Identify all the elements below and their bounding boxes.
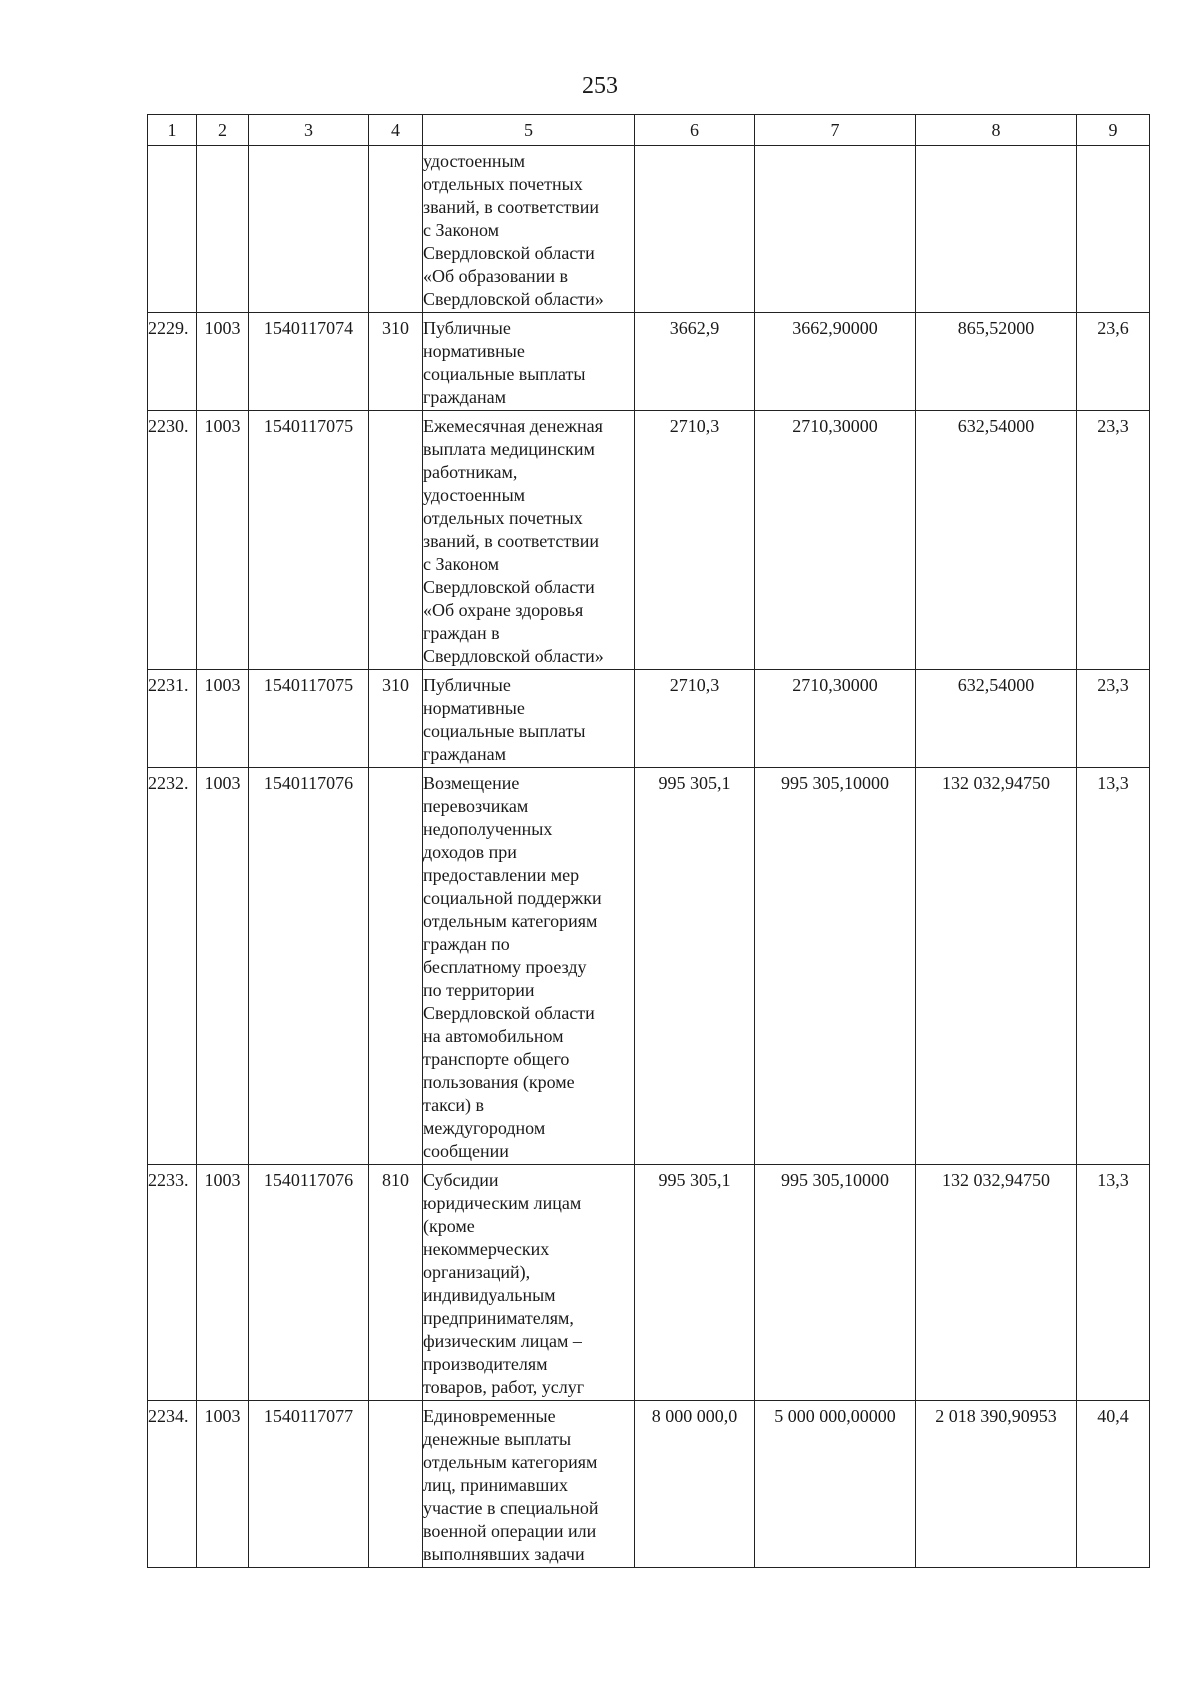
updated-amount-cell: 995 305,10000 [755, 1165, 916, 1401]
target-article-cell [249, 146, 369, 313]
row-number-cell: 2231. [148, 670, 197, 768]
updated-amount-cell: 2710,30000 [755, 411, 916, 670]
target-article-cell: 1540117076 [249, 1165, 369, 1401]
table-row [148, 313, 1150, 411]
header-col-9: 9 [1077, 115, 1150, 146]
target-article-cell: 1540117077 [249, 1401, 369, 1568]
executed-amount-cell: 132 032,94750 [916, 1165, 1077, 1401]
table-row [148, 768, 1150, 1165]
section-code-cell: 1003 [197, 768, 249, 1165]
updated-amount-cell: 5 000 000,00000 [755, 1401, 916, 1568]
target-article-cell: 1540117074 [249, 313, 369, 411]
target-article-cell: 1540117075 [249, 670, 369, 768]
row-number-cell: 2229. [148, 313, 197, 411]
executed-amount-cell: 632,54000 [916, 411, 1077, 670]
executed-amount-cell: 865,52000 [916, 313, 1077, 411]
section-code-cell: 1003 [197, 1401, 249, 1568]
updated-amount-cell: 3662,90000 [755, 313, 916, 411]
row-number-cell [148, 146, 197, 313]
updated-amount-cell [755, 146, 916, 313]
expense-type-cell [369, 768, 423, 1165]
approved-amount-cell: 2710,3 [635, 670, 755, 768]
executed-amount-cell: 2 018 390,90953 [916, 1401, 1077, 1568]
row-number-cell: 2233. [148, 1165, 197, 1401]
execution-percent-cell [1077, 146, 1150, 313]
item-name-cell: Публичные нормативные социальные выплаты гражданам [423, 313, 635, 411]
table-row [148, 146, 1150, 313]
table-row [148, 411, 1150, 670]
approved-amount-cell: 3662,9 [635, 313, 755, 411]
target-article-cell: 1540117076 [249, 768, 369, 1165]
execution-percent-cell: 23,3 [1077, 411, 1150, 670]
executed-amount-cell: 132 032,94750 [916, 768, 1077, 1165]
approved-amount-cell: 2710,3 [635, 411, 755, 670]
expense-type-cell: 310 [369, 313, 423, 411]
section-code-cell: 1003 [197, 1165, 249, 1401]
execution-percent-cell: 13,3 [1077, 768, 1150, 1165]
header-col-8: 8 [916, 115, 1077, 146]
section-code-cell: 1003 [197, 313, 249, 411]
executed-amount-cell: 632,54000 [916, 670, 1077, 768]
table-row [148, 670, 1150, 768]
approved-amount-cell: 8 000 000,0 [635, 1401, 755, 1568]
updated-amount-cell: 995 305,10000 [755, 768, 916, 1165]
header-col-1: 1 [148, 115, 197, 146]
table-body [148, 146, 1150, 1568]
target-article-cell: 1540117075 [249, 411, 369, 670]
page-number: 253 [582, 73, 618, 99]
approved-amount-cell: 995 305,1 [635, 768, 755, 1165]
header-col-5: 5 [423, 115, 635, 146]
item-name-cell: Ежемесячная денежная выплата медицинским работникам, удостоенным отдельных почетных званий, в соответствии с Законом Свердловской области «Об охране здоровья граждан в Свердловской области» [423, 411, 635, 670]
header-col-3: 3 [249, 115, 369, 146]
header-row [148, 115, 1150, 146]
item-name-cell: Возмещение перевозчикам недополученных доходов при предоставлении мер социальной поддержки отдельным категориям граждан по бесплатному проезду по территории Свердловской области на автомобильном транспорте общего пользования (кроме такси) в междугородном сообщении [423, 768, 635, 1165]
table-row [148, 1165, 1150, 1401]
updated-amount-cell: 2710,30000 [755, 670, 916, 768]
header-col-6: 6 [635, 115, 755, 146]
expense-type-cell: 810 [369, 1165, 423, 1401]
execution-percent-cell: 23,3 [1077, 670, 1150, 768]
header-col-2: 2 [197, 115, 249, 146]
section-code-cell [197, 146, 249, 313]
item-name-cell: Субсидии юридическим лицам (кроме некоммерческих организаций), индивидуальным предпринимателям, физическим лицам – производителям товаров, работ, услуг [423, 1165, 635, 1401]
header-col-4: 4 [369, 115, 423, 146]
row-number-cell: 2234. [148, 1401, 197, 1568]
expense-type-cell [369, 1401, 423, 1568]
item-name-cell: удостоенным отдельных почетных званий, в соответствии с Законом Свердловской области «Об образовании в Свердловской области» [423, 146, 635, 313]
expense-type-cell [369, 411, 423, 670]
budget-table [147, 114, 1150, 1568]
section-code-cell: 1003 [197, 411, 249, 670]
expense-type-cell: 310 [369, 670, 423, 768]
header-col-7: 7 [755, 115, 916, 146]
table-header [148, 115, 1150, 146]
approved-amount-cell: 995 305,1 [635, 1165, 755, 1401]
row-number-cell: 2230. [148, 411, 197, 670]
section-code-cell: 1003 [197, 670, 249, 768]
execution-percent-cell: 23,6 [1077, 313, 1150, 411]
row-number-cell: 2232. [148, 768, 197, 1165]
table-row [148, 1401, 1150, 1568]
item-name-cell: Публичные нормативные социальные выплаты гражданам [423, 670, 635, 768]
expense-type-cell [369, 146, 423, 313]
approved-amount-cell [635, 146, 755, 313]
execution-percent-cell: 13,3 [1077, 1165, 1150, 1401]
executed-amount-cell [916, 146, 1077, 313]
execution-percent-cell: 40,4 [1077, 1401, 1150, 1568]
item-name-cell: Единовременные денежные выплаты отдельным категориям лиц, принимавших участие в специальной военной операции или выполнявших задачи [423, 1401, 635, 1568]
